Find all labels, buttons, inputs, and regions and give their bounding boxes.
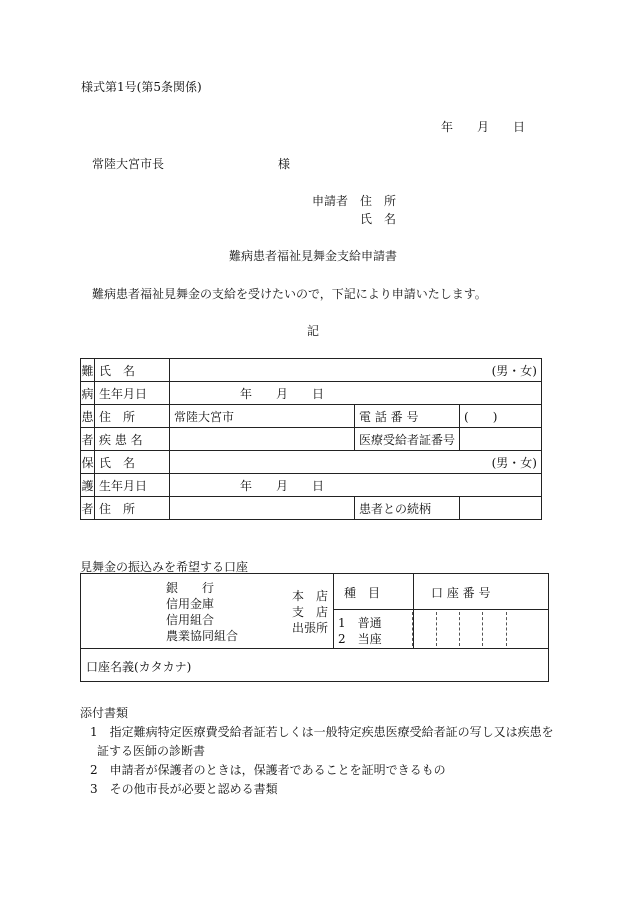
ki-mark: 記 [307, 324, 320, 338]
guardian-address-label: 住 所 [95, 497, 170, 520]
attachment-item-1: 1 指定難病特定医療費受給者証若しくは一般特定疾患医療受給者証の写し又は疾患を [90, 725, 554, 739]
applicant-table [80, 358, 542, 520]
guardian-birth-value[interactable]: 年 月 日 [170, 474, 542, 497]
section-char: 者 [81, 428, 95, 451]
attachment-item-3: 3 その他市長が必要と認める書類 [90, 782, 278, 796]
applicant-name-label: 氏 名 [360, 212, 397, 226]
section-char: 護 [81, 474, 95, 497]
guardian-relation-label: 患者との続柄 [355, 497, 460, 520]
account-kind-label: 種 目 [344, 586, 381, 600]
patient-phone-value[interactable]: ( ) [460, 405, 542, 428]
bank-type-ja[interactable]: 農業協同組合 [166, 629, 239, 643]
table-row [81, 405, 542, 428]
applicant-label: 申請者 [312, 194, 349, 208]
attachments-heading: 添付書類 [80, 706, 129, 720]
guardian-name-label: 氏 名 [95, 451, 170, 474]
patient-cert-label: 医療受給者証番号 [355, 428, 460, 451]
guardian-address-value[interactable] [170, 497, 355, 520]
patient-disease-value[interactable] [170, 428, 355, 451]
bank-type-shinkin[interactable]: 信用金庫 [166, 597, 215, 611]
patient-phone-label: 電 話 番 号 [355, 405, 460, 428]
patient-gender[interactable]: (男・女) [170, 359, 542, 382]
table-row [81, 359, 542, 382]
attachment-item-2: 2 申請者が保護者のときは，保護者であることを証明できるもの [90, 763, 446, 777]
applicant-address-label: 住 所 [360, 194, 397, 208]
patient-address-value[interactable]: 常陸大宮市 [170, 405, 355, 428]
intro-text: 難病患者福祉見舞金の支給を受けたいので，下記により申請いたします。 [92, 287, 487, 301]
table-row [81, 497, 542, 520]
account-number-label: 口 座 番 号 [431, 586, 491, 600]
branch-main[interactable]: 本 店 [292, 589, 329, 603]
document-title: 難病患者福祉見舞金支給申請書 [229, 249, 398, 263]
section-char: 患 [81, 405, 95, 428]
account-kind-normal[interactable]: 1 普通 [338, 616, 382, 630]
branch-branch[interactable]: 支 店 [292, 605, 329, 619]
bank-type-bank[interactable]: 銀 行 [166, 581, 215, 595]
addressee-honorific: 様 [278, 157, 291, 171]
table-row [81, 451, 542, 474]
table-row [81, 428, 542, 451]
patient-birth-value[interactable]: 年 月 日 [170, 382, 542, 405]
guardian-gender[interactable]: (男・女) [170, 451, 542, 474]
guardian-relation-value[interactable] [460, 497, 542, 520]
date-line: 年 月 日 [441, 120, 526, 134]
account-holder-label: 口座名義(カタカナ) [86, 660, 192, 674]
guardian-birth-label: 生年月日 [95, 474, 170, 497]
section-char: 者 [81, 497, 95, 520]
form-number: 様式第1号(第5条関係) [81, 80, 202, 94]
bank-heading: 見舞金の振込みを希望する口座 [80, 560, 249, 574]
branch-office[interactable]: 出張所 [292, 621, 329, 635]
table-row [81, 474, 542, 497]
patient-birth-label: 生年月日 [95, 382, 170, 405]
table-row [81, 382, 542, 405]
section-char: 難 [81, 359, 95, 382]
patient-name-label: 氏 名 [95, 359, 170, 382]
attachment-item-1-cont: 証する医師の診断書 [97, 744, 206, 758]
addressee: 常陸大宮市長 [92, 157, 165, 171]
section-char: 保 [81, 451, 95, 474]
account-kind-current[interactable]: 2 当座 [338, 632, 382, 646]
patient-address-label: 住 所 [95, 405, 170, 428]
bank-type-kumiai[interactable]: 信用組合 [166, 613, 215, 627]
patient-cert-value[interactable] [460, 428, 542, 451]
patient-disease-label: 疾 患 名 [95, 428, 170, 451]
section-char: 病 [81, 382, 95, 405]
